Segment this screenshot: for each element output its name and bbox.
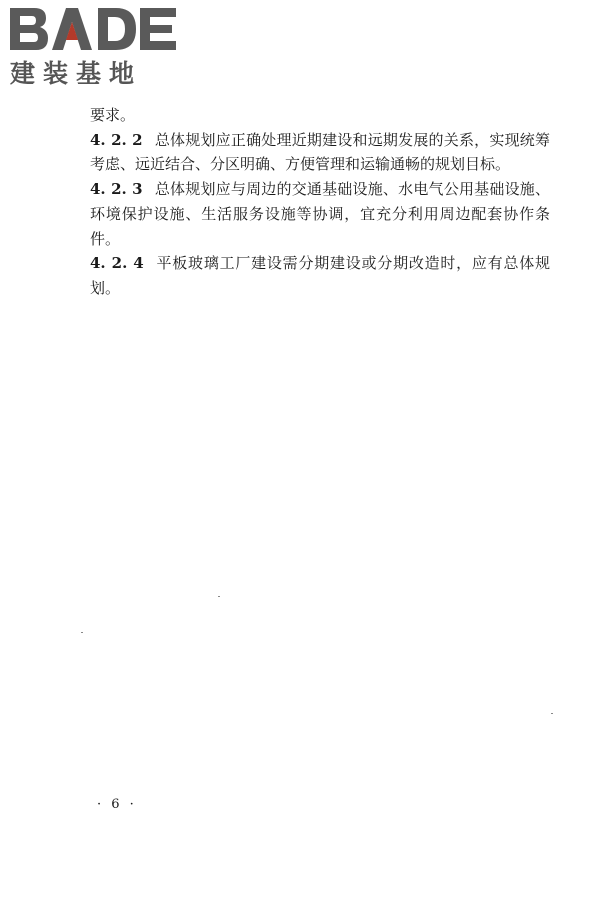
bade-logo <box>8 4 178 88</box>
logo-letter-b <box>10 8 48 50</box>
clause-text: 总体规划应与周边的交通基础设施、水电气公用基础设施、环境保护设施、生活服务设施等协调，宜充分利用周边配套协作条件。 <box>90 180 550 248</box>
clause-4-2-4 <box>90 251 550 300</box>
paragraph-continuation <box>90 103 550 128</box>
document-body <box>90 103 550 301</box>
paragraph-text: 要求。 <box>90 106 136 124</box>
scan-speck <box>551 713 553 714</box>
logo-letter-d <box>98 8 136 50</box>
clause-4-2-2 <box>90 128 550 177</box>
clause-number: 4. 2. 3 <box>90 180 143 199</box>
page-number: · 6 · <box>97 797 137 812</box>
logo-subtitle: 建装基地 <box>10 59 143 88</box>
scan-speck <box>218 596 220 597</box>
clause-text: 平板玻璃工厂建设需分期建设或分期改造时，应有总体规划。 <box>90 254 550 297</box>
clause-text: 总体规划应正确处理近期建设和远期发展的关系，实现统筹考虑、远近结合、分区明确、方便管理和运输通畅的规划目标。 <box>90 130 550 174</box>
clause-number: 4. 2. 4 <box>90 254 144 273</box>
clause-4-2-3 <box>90 177 550 251</box>
bade-wordmark <box>8 4 178 54</box>
scan-speck <box>81 632 83 633</box>
clause-number: 4. 2. 2 <box>90 130 143 149</box>
logo-letter-e <box>140 8 176 50</box>
